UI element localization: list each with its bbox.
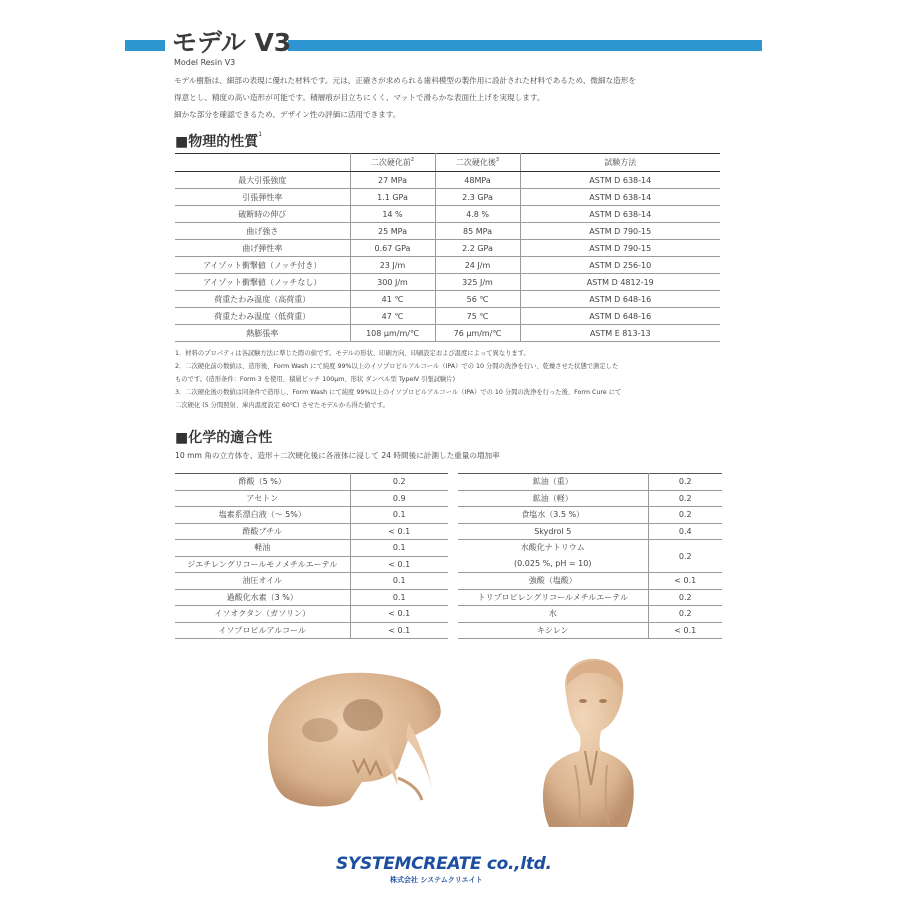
test-method: ASTM D 638-14 [520,206,720,223]
chemical-name: 水 [458,606,648,623]
chemical-name: 軽油 [175,540,350,557]
property-value: 48MPa [435,172,520,189]
physical-heading-text: ■物理的性質 [175,134,259,150]
title-accent-bar-right [288,40,762,51]
table-row [175,240,720,257]
weight-gain-value: 0.1 [350,507,448,524]
property-value: 76 μm/m/℃ [435,325,520,342]
chemical-name: アセトン [175,490,350,507]
skull-model-photo [258,660,458,820]
physical-heading-sup: 1 [258,131,263,138]
test-method: ASTM D 790-15 [520,240,720,257]
weight-gain-value: < 0.1 [350,523,448,540]
property-value: 2.2 GPa [435,240,520,257]
chemical-table-left [175,473,448,639]
table-row [175,291,720,308]
weight-gain-value: < 0.1 [648,622,722,639]
weight-gain-value: < 0.1 [350,556,448,573]
property-name: 引張弾性率 [175,189,350,206]
table-row [175,622,448,639]
weight-gain-value: 0.9 [350,490,448,507]
table-row [175,172,720,189]
property-value: 2.3 GPa [435,189,520,206]
property-name: 荷重たわみ温度（低荷重） [175,308,350,325]
chemical-description: 10 mm 角の立方体を、造形＋二次硬化後に各液体に浸して 24 時間後に計測した重量の増加率 [175,451,500,460]
intro-line: 得意とし、精度の高い造形が可能です。積層痕が目立ちにくく、マットで滑らかな表面仕上げを実現します。 [174,93,545,102]
test-method: ASTM D 648-16 [520,308,720,325]
page-title: モデル V3 [172,28,292,57]
test-method: ASTM D 4812-19 [520,274,720,291]
property-value: 23 J/m [350,257,435,274]
table-row [175,474,448,491]
property-value: 85 MPa [435,223,520,240]
property-value: 325 J/m [435,274,520,291]
weight-gain-value: 0.2 [648,589,722,606]
property-value: 108 μm/m/℃ [350,325,435,342]
weight-gain-value: 0.2 [648,606,722,623]
table-row [175,507,448,524]
intro-text [174,72,734,123]
table-row [175,206,720,223]
chemical-name: 鉱油（重） [458,474,648,491]
table-row [458,490,722,507]
physical-notes [175,347,735,412]
weight-gain-value: < 0.1 [648,573,722,590]
table-row [458,523,722,540]
table-row [175,257,720,274]
weight-gain-value: 0.2 [350,474,448,491]
test-method: ASTM D 638-14 [520,189,720,206]
table-row [458,573,722,590]
test-method: ASTM D 638-14 [520,172,720,189]
test-method: ASTM D 790-15 [520,223,720,240]
chemical-name: ジエチレングリコールモノメチルエーテル [175,556,350,573]
column-header: 試験方法 [520,154,720,172]
table-row [175,523,448,540]
weight-gain-value: 0.1 [350,540,448,557]
chemical-name: 鉱油（軽） [458,490,648,507]
title-accent-bar-left [125,40,165,51]
chemical-name: 酢酸ブチル [175,523,350,540]
table-row [175,308,720,325]
weight-gain-value: < 0.1 [350,622,448,639]
property-name: アイゾット衝撃値（ノッチ付き） [175,257,350,274]
physical-heading [175,131,262,151]
table-row [458,589,722,606]
chemical-name-line: (0.025 %, pH = 10) [514,559,592,568]
table-header-row [175,154,720,172]
weight-gain-value: 0.2 [648,540,722,573]
chemical-name: イソオクタン（ガソリン） [175,606,350,623]
property-name: 最大引張強度 [175,172,350,189]
table-row [175,540,448,557]
chemical-name: 食塩水（3.5 %） [458,507,648,524]
table-row [175,223,720,240]
table-row [458,507,722,524]
weight-gain-value: 0.2 [648,507,722,524]
chemical-name: キシレン [458,622,648,639]
chemical-heading: ■化学的適合性 [175,430,273,446]
property-value: 75 ℃ [435,308,520,325]
column-header: 二次硬化後$^3$ [435,154,520,172]
table-row [175,490,448,507]
chemical-name: イソプロピルアルコール [175,622,350,639]
test-method: ASTM E 813-13 [520,325,720,342]
chemical-name: 酢酸（5 %） [175,474,350,491]
property-value: 300 J/m [350,274,435,291]
table-row [458,474,722,491]
table-row [175,274,720,291]
table-row [458,622,722,639]
table-row [175,556,448,573]
column-header: 二次硬化前$^2$ [350,154,435,172]
chemical-name: 強酸（塩酸） [458,573,648,590]
property-name: 破断時の伸び [175,206,350,223]
property-value: 25 MPa [350,223,435,240]
property-name: 熱膨張率 [175,325,350,342]
column-header [175,154,350,172]
note-line: 3．二次硬化後の数値は同条件で造形し、Form Wash にて純度 99%以上のイソプロピルアルコール（IPA）での 10 分間の洗浄を行った後、Form Cure にて [175,389,622,396]
weight-gain-value: < 0.1 [350,606,448,623]
table-row [175,573,448,590]
bust-model-photo [535,655,645,830]
chemical-name-line: 水酸化ナトリウム [520,543,585,552]
property-value: 56 ℃ [435,291,520,308]
intro-line: モデル樹脂は、細部の表現に優れた材料です。元は、正確さが求められる歯科模型の製作用に設計された材料であるため、微細な造形を [174,76,636,85]
note-line: 1．材料のプロパティは各試験方法に準じた際の値です。モデルの形状、印刷方向、印刷設定および温度によって異なります。 [175,350,530,357]
page-subtitle: Model Resin V3 [174,58,236,67]
property-value: 24 J/m [435,257,520,274]
note-line: ものです。(造形条件：Form 3 を使用、積層ピッチ 100μm、形状 ダンベル型 TypeⅣ 引張試験片) [175,376,456,383]
weight-gain-value: 0.1 [350,589,448,606]
property-value: 1.1 GPa [350,189,435,206]
table-row [175,325,720,342]
company-logo-subtitle: 株式会社 システムクリエイト [390,876,483,884]
test-method: ASTM D 648-16 [520,291,720,308]
table-row [458,540,722,573]
property-value: 4.8 % [435,206,520,223]
property-name: 荷重たわみ温度（高荷重） [175,291,350,308]
property-value: 14 % [350,206,435,223]
weight-gain-value: 0.2 [648,490,722,507]
table-row [175,606,448,623]
chemical-name: 過酸化水素（3 %） [175,589,350,606]
company-logo: SYSTEMCREATE co.,ltd. [336,854,552,874]
chemical-table-right [458,473,722,639]
property-name: アイゾット衝撃値（ノッチなし） [175,274,350,291]
chemical-name: 油圧オイル [175,573,350,590]
table-row [175,589,448,606]
property-value: 47 ℃ [350,308,435,325]
intro-line: 細かな部分を確認できるため、デザイン性の評価に活用できます。 [174,110,401,119]
property-name: 曲げ弾性率 [175,240,350,257]
property-value: 41 ℃ [350,291,435,308]
test-method: ASTM D 256-10 [520,257,720,274]
chemical-name: Skydrol 5 [458,523,648,540]
chemical-name: 塩素系漂白液（～ 5%） [175,507,350,524]
chemical-name: トリプロピレングリコールメチルエーテル [458,589,648,606]
property-name: 曲げ強さ [175,223,350,240]
table-row [175,189,720,206]
note-line: 2．二次硬化前の数値は、造形後、Form Wash にて純度 99%以上のイソプロピルアルコール（IPA）での 10 分間の洗浄を行い、乾燥させた状態で測定した [175,363,619,370]
weight-gain-value: 0.4 [648,523,722,540]
weight-gain-value: 0.2 [648,474,722,491]
note-line: 二次硬化 (5 分間照射、庫内温度設定 60℃) させたモデルから得た値です。 [175,402,389,409]
property-value: 0.67 GPa [350,240,435,257]
property-value: 27 MPa [350,172,435,189]
physical-properties-table [175,153,720,342]
chemical-name [458,540,648,573]
weight-gain-value: 0.1 [350,573,448,590]
table-row [458,606,722,623]
